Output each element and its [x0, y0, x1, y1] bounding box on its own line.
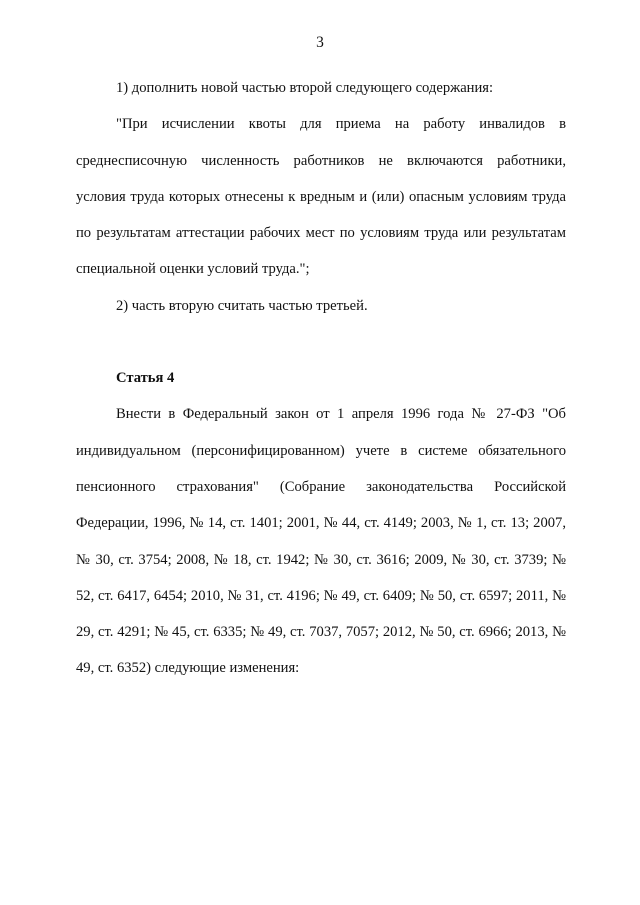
document-body: [76, 70, 566, 687]
paragraph-amendment-2: 2) часть вторую считать частью третьей.: [116, 297, 368, 314]
paragraph-quota-text: "При исчислении квоты для приема на работу инвалидов в среднесписочную численность работников не включаются работники, условия труда которых отнесены к вредным и (или) опасным условиям труда по результатам аттестации рабочих мест по условиям труда или результатам специальной оценки условий труда.";: [76, 116, 566, 278]
paragraph-amendment-1: 1) дополнить новой частью второй следующего содержания:: [116, 80, 494, 96]
paragraph-article-4-text: Внести в Федеральный закон от 1 апреля 1996 года № 27-ФЗ "Об индивидуальном (персонифицированном) учете в системе обязательного пенсионного страхования" (Собрание законодательства Российской Федерации, 1996, № 14, ст. 1401; 2001, № 44, ст. 4149; 2003, № 1, ст. 13; 2007, № 30, ст. 3754; 2008, № 18, ст. 1942; № 30, ст. 3616; 2009, № 30, ст. 3739; № 52, ст. 6417, 6454; 2010, № 31, ст. 4196; № 49, ст. 6409; № 50, ст. 6597; 2011, № 29, ст. 4291; № 45, ст. 6335; № 49, ст. 7037, 7057; 2012, № 50, ст. 6966; 2013, № 49, ст. 6352) следующие изменения:: [76, 406, 566, 677]
article-heading: Статья 4: [116, 370, 175, 387]
page-number: 3: [316, 34, 324, 51]
